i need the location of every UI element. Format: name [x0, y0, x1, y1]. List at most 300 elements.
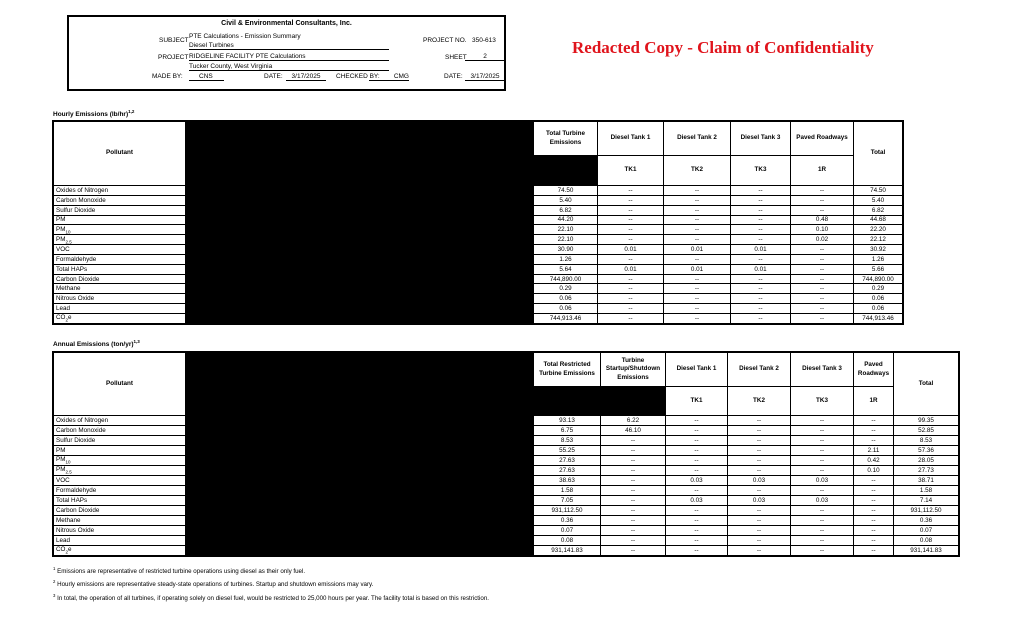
emission-value — [598, 245, 664, 255]
emission-value — [598, 235, 664, 245]
project-line1: RIDGELINE FACILITY PTE Calculations — [189, 53, 389, 61]
cell-value: 744,890.00 — [862, 275, 894, 283]
redacted-id — [534, 387, 601, 416]
source-id: 1R — [791, 156, 854, 186]
footnote-text: In total, the operation of all turbines, if operating solely on diesel fuel, would be restricted to 25,000 hours per year. The facility total is based on this restriction. — [57, 595, 490, 603]
pollutant-name — [54, 456, 186, 466]
table-row — [54, 254, 903, 264]
cell-value: -- — [871, 527, 876, 534]
pollutant-base: Carbon Monoxide — [56, 196, 106, 204]
emission-value — [854, 516, 894, 526]
cell-value: -- — [630, 537, 636, 544]
footnote-2 — [53, 579, 373, 588]
checked-by: CMG — [369, 73, 409, 81]
table-row — [54, 274, 903, 284]
pollutant-base: Total HAPs — [56, 265, 88, 273]
emission-value — [534, 466, 601, 476]
pollutant-name — [54, 536, 186, 546]
pollutant-name — [54, 235, 186, 245]
table-row — [54, 536, 959, 546]
cell-value: -- — [758, 226, 763, 234]
cell-value: -- — [819, 447, 825, 454]
cell-value: -- — [758, 295, 763, 303]
cell-value: -- — [628, 314, 633, 322]
emission-value — [601, 416, 666, 426]
pollutant-name — [54, 546, 186, 556]
pollutant-header — [54, 122, 186, 186]
emission-value — [731, 195, 791, 205]
emission-value — [664, 205, 731, 215]
cell-value: -- — [756, 507, 762, 514]
cell-value: -- — [630, 447, 636, 454]
total-value — [894, 486, 959, 496]
cell-value: -- — [694, 196, 700, 204]
emission-value — [666, 456, 728, 466]
cell-value: 7.05 — [560, 497, 574, 504]
total-value — [854, 235, 903, 245]
emission-value — [601, 456, 666, 466]
column-header: Total Turbine Emissions — [534, 122, 598, 156]
cell-value: 931,141.83 — [910, 547, 942, 554]
annual-title-text: Annual Emissions (ton/yr) — [53, 341, 134, 349]
total-value — [894, 426, 959, 436]
cell-value: -- — [630, 527, 636, 534]
emission-value — [598, 186, 664, 196]
cell-value: 0.29 — [559, 285, 572, 293]
emission-value — [791, 294, 854, 304]
hourly-emissions-table — [53, 121, 903, 324]
total-value — [894, 496, 959, 506]
emission-value — [534, 506, 601, 516]
cell-value: -- — [756, 527, 762, 534]
pollutant-name — [54, 195, 186, 205]
emission-value — [791, 436, 854, 446]
cell-value: -- — [694, 255, 700, 263]
cell-value: -- — [819, 457, 825, 464]
source-id: TK1 — [666, 387, 728, 416]
pollutant-base: Total HAPs — [56, 497, 88, 504]
emission-value — [728, 476, 791, 486]
pollutant-base: Lead — [56, 305, 71, 313]
cell-value: -- — [819, 467, 825, 474]
emission-value — [666, 486, 728, 496]
pollutant-base: PM — [56, 235, 66, 243]
total-value — [894, 416, 959, 426]
cell-value: 22.10 — [557, 226, 574, 234]
pollutant-base: Nitrous Oxide — [56, 295, 95, 303]
table-row — [54, 416, 959, 426]
redacted-cell — [186, 516, 534, 526]
cell-value: -- — [756, 467, 762, 474]
cell-value: 0.42 — [867, 457, 880, 464]
emission-value — [534, 225, 598, 235]
total-value — [854, 205, 903, 215]
cell-value: -- — [628, 206, 633, 214]
cell-value: 6.75 — [560, 427, 574, 434]
redacted-cell — [186, 284, 534, 294]
redacted-cell — [186, 536, 534, 546]
cell-value: 931,112.50 — [910, 507, 942, 514]
emission-value — [728, 536, 791, 546]
cell-value: -- — [871, 427, 876, 434]
cell-value: 55.25 — [559, 447, 575, 454]
emission-value — [666, 536, 728, 546]
cell-value: -- — [819, 517, 825, 524]
cell-value: -- — [694, 206, 700, 214]
cell-value: 931,112.50 — [551, 507, 583, 514]
emission-value — [791, 476, 854, 486]
cell-value: 1.26 — [559, 255, 572, 263]
sheet-label: SHEET — [445, 54, 467, 61]
redacted-block — [186, 353, 534, 416]
cell-value: 99.35 — [918, 417, 934, 424]
project-line2: Tucker County, West Virginia — [189, 63, 389, 71]
cell-value: 7.14 — [919, 497, 933, 504]
pollutant-base: PM — [56, 447, 66, 454]
cell-value: -- — [819, 275, 825, 283]
cell-value: 1.58 — [919, 487, 933, 494]
annual-emissions-table — [53, 352, 959, 556]
table-row — [54, 466, 959, 476]
cell-value: 38.63 — [559, 477, 575, 484]
table-row — [54, 526, 959, 536]
redacted-cell — [186, 476, 534, 486]
emission-value — [731, 215, 791, 225]
emission-value — [791, 536, 854, 546]
emission-value — [534, 264, 598, 274]
emission-value — [728, 526, 791, 536]
emission-value — [854, 536, 894, 546]
emission-value — [664, 245, 731, 255]
column-header: Diesel Tank 3 — [731, 122, 791, 156]
cell-value: -- — [694, 457, 699, 464]
emission-value — [731, 245, 791, 255]
cell-value: -- — [694, 527, 699, 534]
annual-section-title — [53, 339, 140, 348]
emission-value — [791, 426, 854, 436]
cell-value: 30.90 — [557, 245, 574, 253]
cell-value: 52.85 — [918, 427, 934, 434]
pollutant-subscript: 2 — [65, 317, 68, 323]
cell-value: 44.68 — [870, 216, 886, 224]
emission-value — [666, 466, 728, 476]
emission-value — [601, 496, 666, 506]
redacted-cell — [186, 195, 534, 205]
footnote-3 — [53, 593, 489, 602]
pollutant-name — [54, 486, 186, 496]
table-row — [54, 426, 959, 436]
hourly-title-sup: 1,2 — [128, 109, 135, 114]
emission-value — [534, 235, 598, 245]
emission-value — [534, 284, 598, 294]
pollutant-suffix: e — [67, 314, 72, 322]
column-header: Diesel Tank 1 — [598, 122, 664, 156]
emission-value — [534, 446, 601, 456]
pollutant-base: PM — [56, 456, 66, 464]
emission-value — [664, 304, 731, 314]
cell-value: -- — [630, 467, 636, 474]
emission-value — [664, 235, 731, 245]
total-header: Total — [894, 353, 959, 416]
cell-value: -- — [630, 507, 636, 514]
cell-value: 0.08 — [919, 537, 933, 544]
cell-value: -- — [694, 216, 700, 224]
emission-value — [728, 436, 791, 446]
emission-value — [666, 496, 728, 506]
source-id: TK3 — [731, 156, 791, 186]
emission-value — [854, 456, 894, 466]
cell-value: 0.06 — [559, 295, 572, 303]
emission-value — [598, 225, 664, 235]
source-id: TK2 — [728, 387, 791, 416]
emission-value — [534, 536, 601, 546]
emission-value — [854, 546, 894, 556]
table-row — [54, 546, 959, 556]
pollutant-base: PM — [56, 225, 66, 233]
emission-value — [791, 245, 854, 255]
emission-value — [534, 416, 601, 426]
pollutant-name — [54, 304, 186, 314]
emission-value — [664, 225, 731, 235]
cell-value: 0.01 — [624, 265, 637, 273]
total-value — [854, 274, 903, 284]
footnote-text: Emissions are representative of restricted turbine operations using diesel as their only fuel. — [57, 568, 306, 576]
pollutant-base: Carbon Dioxide — [56, 507, 100, 514]
total-value — [894, 446, 959, 456]
date-checked: 3/17/2025 — [465, 73, 505, 81]
cell-value: -- — [630, 547, 636, 554]
cell-value: -- — [758, 305, 763, 313]
cell-value: 0.01 — [690, 245, 704, 253]
hourly-section-title — [53, 109, 134, 118]
emission-value — [854, 496, 894, 506]
emission-value — [791, 304, 854, 314]
emission-value — [666, 516, 728, 526]
emission-value — [534, 205, 598, 215]
cell-value: -- — [694, 447, 699, 454]
pollutant-name — [54, 225, 186, 235]
pollutant-name — [54, 516, 186, 526]
emission-value — [728, 466, 791, 476]
emission-value — [728, 426, 791, 436]
redacted-cell — [186, 496, 534, 506]
hourly-title-text: Hourly Emissions (lb/hr) — [53, 111, 129, 119]
emission-value — [666, 506, 728, 516]
total-value — [894, 546, 959, 556]
cell-value: -- — [694, 467, 699, 474]
pollutant-name — [54, 274, 186, 284]
emission-value — [731, 274, 791, 284]
cell-value: -- — [756, 427, 762, 434]
emission-value — [791, 486, 854, 496]
cell-value: -- — [758, 314, 763, 322]
cell-value: 2.11 — [867, 447, 880, 454]
cell-value: 0.06 — [871, 295, 885, 303]
total-value — [854, 254, 903, 264]
confidentiality-notice: Redacted Copy - Claim of Confidentiality — [572, 38, 874, 57]
cell-value: 6.82 — [871, 206, 885, 214]
emission-value — [791, 215, 854, 225]
pollutant-base: VOC — [56, 477, 70, 484]
emission-value — [791, 496, 854, 506]
emission-value — [601, 476, 666, 486]
emission-value — [598, 294, 664, 304]
cell-value: -- — [694, 285, 700, 293]
emission-value — [598, 215, 664, 225]
cell-value: -- — [871, 477, 876, 484]
cell-value: -- — [694, 417, 699, 424]
cell-value: -- — [628, 226, 633, 234]
cell-value: 93.13 — [559, 417, 575, 424]
cell-value: 0.03 — [815, 497, 829, 504]
redacted-cell — [186, 486, 534, 496]
cell-value: -- — [756, 537, 762, 544]
total-value — [854, 284, 903, 294]
pollutant-name — [54, 436, 186, 446]
emission-value — [601, 536, 666, 546]
emission-value — [534, 496, 601, 506]
cell-value: -- — [630, 517, 636, 524]
redacted-id — [534, 156, 598, 186]
emission-value — [664, 264, 731, 274]
cell-value: -- — [694, 487, 699, 494]
cell-value: -- — [758, 285, 763, 293]
cell-value: 8.53 — [919, 437, 933, 444]
cell-value: -- — [694, 314, 700, 322]
emission-value — [534, 486, 601, 496]
cell-value: -- — [819, 417, 825, 424]
emission-value — [728, 496, 791, 506]
emission-value — [791, 254, 854, 264]
emission-value — [731, 304, 791, 314]
cell-value: -- — [758, 236, 763, 244]
emission-value — [534, 195, 598, 205]
cell-value: -- — [628, 236, 633, 244]
emission-value — [728, 516, 791, 526]
emission-value — [731, 264, 791, 274]
cell-value: -- — [628, 216, 633, 224]
emission-value — [791, 546, 854, 556]
pollutant-base: PM — [56, 216, 66, 224]
cell-value: 8.53 — [560, 437, 574, 444]
emission-value — [791, 456, 854, 466]
pollutant-name — [54, 215, 186, 225]
redacted-block — [186, 122, 534, 186]
cell-value: -- — [758, 216, 763, 224]
column-header: Diesel Tank 2 — [664, 122, 731, 156]
emission-value — [598, 195, 664, 205]
emission-value — [601, 466, 666, 476]
cell-value: -- — [819, 206, 825, 214]
cell-value: -- — [871, 507, 876, 514]
pollutant-base: Methane — [56, 285, 81, 293]
emission-value — [854, 526, 894, 536]
emission-value — [791, 284, 854, 294]
emission-value — [664, 215, 731, 225]
redacted-cell — [186, 264, 534, 274]
cell-value: -- — [694, 427, 699, 434]
emission-value — [534, 526, 601, 536]
checked-by-label: CHECKED BY: — [336, 73, 380, 80]
cell-value: 27.63 — [559, 467, 575, 474]
redacted-cell — [186, 215, 534, 225]
emission-value — [791, 205, 854, 215]
total-value — [854, 215, 903, 225]
cell-value: -- — [819, 527, 825, 534]
emission-value — [534, 215, 598, 225]
cell-value: -- — [694, 547, 699, 554]
subject-line2: Diesel Turbines — [189, 42, 389, 50]
redacted-cell — [186, 546, 534, 556]
pollutant-suffix: e — [67, 546, 72, 554]
emission-value — [854, 446, 894, 456]
cell-value: -- — [694, 537, 699, 544]
cell-value: 0.01 — [690, 265, 704, 273]
pollutant-base: CO — [56, 546, 66, 554]
table-row — [54, 516, 959, 526]
emission-value — [791, 466, 854, 476]
emission-value — [664, 294, 731, 304]
cell-value: 744,890.00 — [549, 275, 582, 283]
cell-value: -- — [630, 497, 636, 504]
footnote-1 — [53, 566, 305, 575]
emission-value — [664, 313, 731, 323]
cell-value: -- — [819, 295, 825, 303]
pollutant-subscript: 10 — [65, 228, 71, 234]
emission-value — [791, 274, 854, 284]
emission-value — [666, 426, 728, 436]
table-row — [54, 496, 959, 506]
emission-value — [598, 313, 664, 323]
redacted-id — [601, 387, 666, 416]
emission-value — [664, 284, 731, 294]
made-by-label: MADE BY: — [152, 73, 183, 80]
table-row — [54, 436, 959, 446]
project-label: PROJECT — [158, 54, 189, 61]
table-row — [54, 313, 903, 323]
emission-value — [791, 313, 854, 323]
emission-value — [664, 195, 731, 205]
pollutant-subscript: 2.5 — [65, 238, 72, 244]
cell-value: 6.22 — [626, 417, 640, 424]
emission-value — [534, 436, 601, 446]
pollutant-base: Oxides of Nitrogen — [56, 186, 109, 194]
total-value — [894, 436, 959, 446]
emission-value — [601, 436, 666, 446]
total-value — [854, 195, 903, 205]
pollutant-name — [54, 466, 186, 476]
emission-value — [854, 466, 894, 476]
emission-value — [534, 274, 598, 284]
column-header: Total Restricted Turbine Emissions — [534, 353, 601, 387]
cell-value: 0.06 — [559, 305, 572, 313]
emission-value — [601, 516, 666, 526]
total-value — [894, 506, 959, 516]
emission-value — [666, 546, 728, 556]
pollutant-name — [54, 264, 186, 274]
pollutant-base: CO — [56, 314, 66, 322]
cell-value: -- — [694, 226, 700, 234]
emission-value — [728, 446, 791, 456]
emission-value — [791, 506, 854, 516]
cell-value: 0.36 — [560, 517, 574, 524]
pollutant-base: Sulfur Dioxide — [56, 206, 96, 214]
cell-value: 0.03 — [752, 497, 766, 504]
redacted-cell — [186, 274, 534, 284]
emission-value — [534, 186, 598, 196]
pollutant-name — [54, 205, 186, 215]
pollutant-base: VOC — [56, 245, 70, 253]
